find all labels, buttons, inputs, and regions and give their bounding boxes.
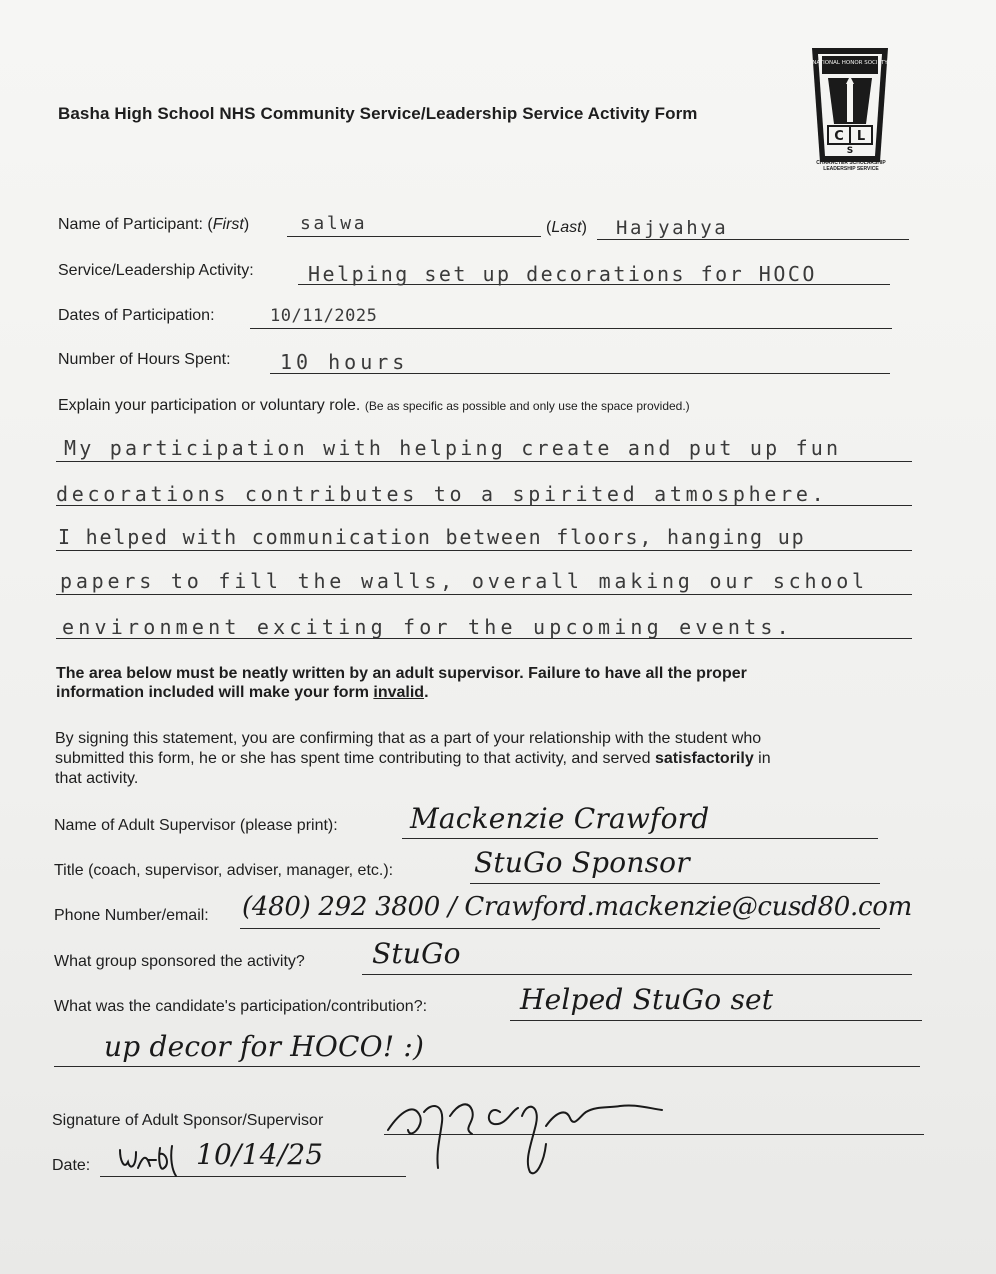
supervisor-name-line: [402, 838, 878, 839]
supervisor-title-label: Title (coach, supervisor, adviser, manager, etc.):: [54, 862, 394, 879]
group-value: StuGo: [372, 937, 461, 970]
last-name-label-row: (Last): [546, 219, 587, 236]
signature-label: Signature of Adult Sponsor/Supervisor: [52, 1112, 324, 1129]
statement-line-2-text: submitted this form, he or she has spent time contributing to that activity, and served: [55, 750, 655, 767]
statement-line-3: that activity.: [55, 770, 139, 787]
contribution-value-2: up decor for HOCO! :): [104, 1030, 425, 1063]
phone-email-value: (480) 292 3800 / Crawford.mackenzie@cusd80.com: [242, 892, 912, 922]
explanation-line-4: [56, 594, 912, 595]
contribution-value-1: Helped StuGo set: [520, 983, 774, 1016]
logo-letter-s: S: [846, 146, 854, 156]
contribution-label: What was the candidate's participation/contribution?:: [54, 998, 428, 1015]
hours-label: Number of Hours Spent:: [58, 351, 231, 368]
notice-line-2-text: information included will make your form: [56, 684, 374, 701]
activity-value: Helping set up decorations for HOCO: [308, 262, 817, 286]
group-line: [362, 974, 912, 975]
explain-label: Explain your participation or voluntary role.: [58, 397, 361, 414]
last-label: Last: [551, 219, 582, 236]
dates-value: 10/11/2025: [270, 306, 378, 326]
contribution-line-2: [54, 1066, 920, 1067]
supervisor-notice: [56, 664, 747, 702]
hours-value: 10 hours: [280, 350, 409, 374]
statement-line-1: By signing this statement, you are confirming that as a part of your relationship with the student who: [55, 730, 762, 747]
name-label: Name of Participant: (: [58, 216, 213, 233]
last-name-line: [597, 239, 909, 240]
explain-note: (Be as specific as possible and only use the space provided.): [364, 399, 690, 413]
logo-caption: CHARACTER SCHOLARSHIP LEADERSHIP SERVICE: [816, 160, 886, 172]
date-initials-scribble: [116, 1140, 186, 1180]
explanation-text-4: papers to fill the walls, overall making our school: [60, 569, 868, 593]
explanation-text-3: I helped with communication between floors, hanging up: [58, 525, 806, 549]
contribution-line-1: [510, 1020, 922, 1021]
first-name-line: [287, 236, 541, 237]
statement-in: in: [753, 750, 771, 767]
last-name-value: Hajyahya: [616, 217, 729, 239]
explanation-line-1: [56, 461, 912, 462]
supervisor-signature: [380, 1082, 670, 1178]
date-label: Date:: [52, 1157, 91, 1174]
statement-line-2: [55, 749, 771, 769]
explain-row: [58, 397, 690, 415]
date-value: 10/14/25: [196, 1138, 324, 1171]
notice-line-1: The area below must be neatly written by an adult supervisor. Failure to have all the proper: [56, 665, 747, 682]
supervisor-name-value: Mackenzie Crawford: [410, 802, 710, 835]
form-title: Basha High School NHS Community Service/Leadership Service Activity Form: [58, 104, 698, 123]
explanation-text-5: environment exciting for the upcoming events.: [62, 615, 793, 639]
first-name-value: salwa: [300, 213, 368, 234]
supervisor-title-value: StuGo Sponsor: [474, 846, 690, 879]
statement-satisfactorily: satisfactorily: [655, 750, 754, 767]
phone-email-label: Phone Number/email:: [54, 907, 209, 924]
dates-line: [250, 328, 892, 329]
explanation-text-2: decorations contributes to a spirited atmosphere.: [56, 482, 828, 506]
logo-top-text: NATIONAL HONOR SOCIETY: [812, 60, 888, 66]
notice-invalid: invalid: [373, 684, 425, 701]
supervisor-title-line: [470, 883, 880, 884]
group-label: What group sponsored the activity?: [54, 953, 305, 970]
dates-label: Dates of Participation:: [58, 307, 215, 324]
first-label: First: [212, 216, 244, 233]
supervisor-name-label: Name of Adult Supervisor (please print):: [54, 817, 338, 834]
phone-email-line: [240, 928, 880, 929]
logo-letter-c: C: [834, 129, 844, 144]
participant-name-row: Name of Participant: (First): [58, 216, 250, 233]
notice-line-2: [56, 683, 747, 702]
explanation-line-3: [56, 550, 912, 551]
logo-letter-l: L: [856, 129, 866, 144]
notice-period: .: [424, 684, 429, 701]
signing-statement: [55, 729, 771, 789]
explanation-text-1: My participation with helping create and put up fun: [64, 436, 842, 460]
activity-label: Service/Leadership Activity:: [58, 262, 254, 279]
